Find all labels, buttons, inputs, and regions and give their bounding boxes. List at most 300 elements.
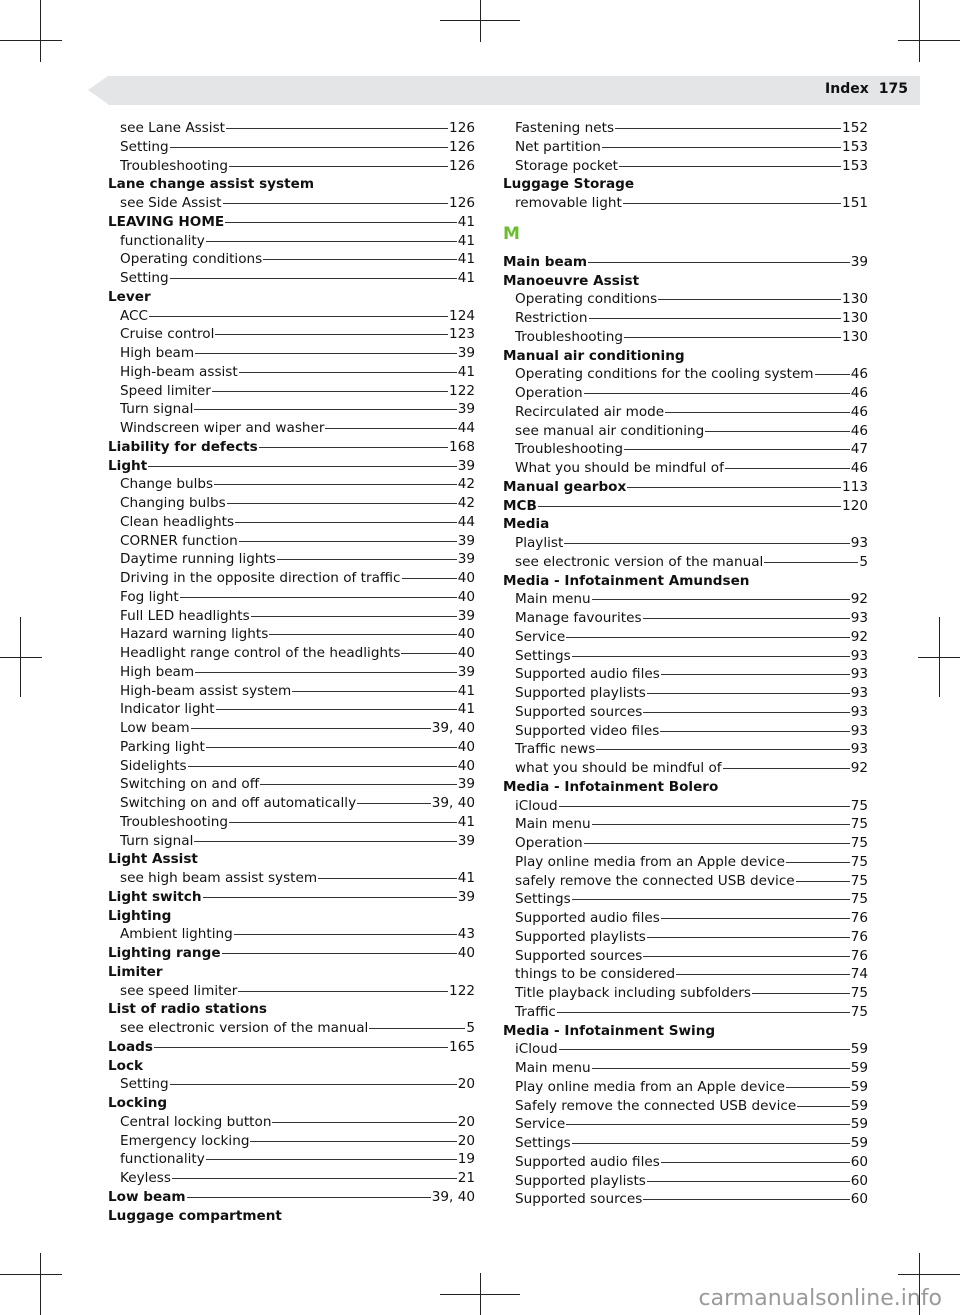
leader-line <box>723 768 850 769</box>
entry-page-ref[interactable]: 92 <box>850 591 868 608</box>
entry-label: iCloud <box>515 797 558 814</box>
index-subentry <box>108 1169 475 1188</box>
index-subentry <box>503 328 868 347</box>
entry-label: Supported playlists <box>515 928 646 945</box>
entry-page-ref[interactable]: 39 <box>457 607 475 624</box>
entry-label: see electronic version of the manual <box>120 1020 369 1036</box>
index-subentry <box>108 775 475 794</box>
entry-page-ref[interactable]: 165 <box>449 1038 475 1055</box>
leader-line <box>170 1084 457 1085</box>
leader-line <box>206 241 457 242</box>
index-entry <box>108 1207 475 1226</box>
crop-mark <box>898 1274 960 1275</box>
entry-label: removable light <box>515 195 622 211</box>
index-subentry <box>503 1003 868 1022</box>
index-entry <box>108 1038 475 1057</box>
index-entry <box>108 1188 475 1207</box>
leader-line <box>234 934 457 935</box>
entry-page-ref[interactable]: 76 <box>850 910 868 926</box>
index-subentry <box>108 607 475 626</box>
entry-page-ref[interactable]: 42 <box>457 495 475 511</box>
entry-page-ref[interactable]: 41 <box>457 363 475 380</box>
crop-mark <box>0 1274 62 1275</box>
leader-line <box>223 203 449 204</box>
entry-label: Daytime running lights <box>120 551 276 568</box>
leader-line <box>187 1197 431 1198</box>
entry-label: Manual air conditioning <box>503 347 685 364</box>
entry-page-ref[interactable]: 41 <box>457 682 475 699</box>
leader-line <box>325 428 456 429</box>
header-band-tip <box>88 76 108 104</box>
leader-line <box>752 993 850 994</box>
leader-line <box>596 749 849 750</box>
entry-page-ref[interactable]: 75 <box>850 835 868 851</box>
entry-label: MCB <box>503 497 537 514</box>
entry-page-ref[interactable]: 130 <box>842 310 868 326</box>
entry-page-ref[interactable]: 40 <box>457 645 475 661</box>
entry-label: Loads <box>108 1038 153 1055</box>
entry-page-ref[interactable]: 92 <box>850 628 868 645</box>
entry-label: Light switch <box>108 888 202 905</box>
entry-label: Operating conditions for the cooling system <box>515 366 814 383</box>
crop-mark <box>40 1253 41 1315</box>
entry-page-ref[interactable]: 76 <box>850 928 868 945</box>
entry-label: safely remove the connected USB device <box>515 872 795 889</box>
index-subentry <box>108 738 475 757</box>
entry-label: see electronic version of the manual <box>515 553 764 570</box>
entry-page-ref[interactable]: 20 <box>457 1132 475 1149</box>
leader-line <box>239 541 457 542</box>
leader-line <box>188 766 457 767</box>
entry-page-ref[interactable]: 40 <box>457 626 475 643</box>
index-subentry <box>108 119 475 138</box>
leader-line <box>195 353 457 354</box>
entry-page-ref[interactable]: 46 <box>850 385 868 401</box>
entry-page-ref[interactable]: 126 <box>449 120 475 136</box>
entry-page-ref[interactable]: 41 <box>457 232 475 249</box>
entry-page-ref[interactable]: 21 <box>457 1170 475 1186</box>
entry-page-ref[interactable]: 93 <box>850 666 868 683</box>
entry-page-ref[interactable]: 93 <box>850 722 868 739</box>
entry-label: Service <box>515 628 566 645</box>
entry-label: Driving in the opposite direction of traffic <box>120 570 401 586</box>
entry-page-ref[interactable]: 60 <box>850 1153 868 1170</box>
index-subentry <box>503 1059 868 1078</box>
leader-line <box>148 466 456 467</box>
entry-page-ref[interactable]: 46 <box>850 403 868 420</box>
index-subentry <box>503 1134 868 1153</box>
leader-line <box>584 843 850 844</box>
entry-page-ref[interactable]: 130 <box>842 328 868 345</box>
entry-label: Settings <box>515 891 571 908</box>
leader-line <box>229 166 448 167</box>
entry-label: Operation <box>515 385 583 401</box>
entry-page-ref[interactable]: 59 <box>850 1078 868 1095</box>
page-number: 175 <box>878 81 908 97</box>
index-subentry <box>108 494 475 513</box>
entry-page-ref[interactable]: 74 <box>850 966 868 983</box>
leader-line <box>215 334 448 335</box>
index-entry <box>108 850 475 869</box>
entry-page-ref[interactable]: 19 <box>457 1151 475 1168</box>
index-entry <box>108 175 475 194</box>
entry-page-ref[interactable]: 40 <box>457 738 475 755</box>
index-subentry <box>503 309 868 328</box>
crop-mark <box>919 0 920 62</box>
entry-label: Service <box>515 1116 566 1133</box>
entry-label: Media - Infotainment Swing <box>503 1022 716 1039</box>
index-subentry <box>503 138 868 157</box>
entry-page-ref[interactable]: 75 <box>850 1003 868 1020</box>
entry-page-ref[interactable]: 152 <box>842 120 868 136</box>
entry-label: Change bulbs <box>120 476 214 493</box>
index-subentry <box>503 1097 868 1116</box>
entry-page-ref[interactable]: 41 <box>457 270 475 286</box>
leader-line <box>222 953 457 954</box>
entry-page-ref[interactable]: 39 <box>457 776 475 793</box>
entry-label: Troubleshooting <box>120 157 228 174</box>
index-subentry <box>503 665 868 684</box>
crop-mark <box>898 40 960 41</box>
entry-page-ref[interactable]: 75 <box>850 797 868 814</box>
index-entry <box>503 253 868 272</box>
entry-label: What you should be mindful of <box>515 460 724 476</box>
entry-label: Setting <box>120 270 169 286</box>
entry-page-ref[interactable]: 153 <box>842 138 868 155</box>
entry-label: Supported video files <box>515 722 660 739</box>
index-subentry <box>503 815 868 834</box>
leader-line <box>643 1199 849 1200</box>
crop-mark <box>480 0 481 42</box>
entry-label: Supported sources <box>515 947 643 964</box>
leader-line <box>357 803 431 804</box>
leader-line <box>272 1122 456 1123</box>
entry-page-ref[interactable]: 41 <box>457 701 475 718</box>
leader-line <box>725 468 850 469</box>
entry-label: Traffic <box>515 1003 556 1020</box>
index-subentry <box>503 1153 868 1172</box>
entry-page-ref[interactable]: 153 <box>842 157 868 174</box>
leader-line <box>149 316 448 317</box>
entry-page-ref[interactable]: 40 <box>457 945 475 961</box>
index-entry <box>108 438 475 457</box>
index-entry <box>503 478 868 497</box>
leader-line <box>566 637 849 638</box>
leader-line <box>815 374 850 375</box>
leader-line <box>647 693 850 694</box>
entry-page-ref[interactable]: 46 <box>850 460 868 476</box>
leader-line <box>796 881 850 882</box>
entry-label: Troubleshooting <box>515 328 623 345</box>
entry-page-ref[interactable]: 59 <box>850 1097 868 1114</box>
entry-page-ref[interactable]: 75 <box>850 816 868 833</box>
entry-page-ref[interactable]: 43 <box>457 926 475 943</box>
entry-label: CORNER function <box>120 532 238 549</box>
entry-page-ref[interactable]: 39, 40 <box>431 795 475 811</box>
crop-mark <box>40 0 41 62</box>
entry-page-ref[interactable]: 76 <box>850 947 868 964</box>
index-subentry <box>503 194 868 213</box>
entry-page-ref[interactable]: 20 <box>457 1113 475 1130</box>
entry-page-ref[interactable]: 93 <box>850 610 868 626</box>
index-subentry <box>503 1190 868 1209</box>
entry-page-ref[interactable]: 93 <box>850 685 868 701</box>
index-subentry <box>108 419 475 438</box>
leader-line <box>212 391 448 392</box>
leader-line <box>643 712 849 713</box>
entry-page-ref[interactable]: 113 <box>842 478 868 495</box>
index-subentry <box>108 532 475 551</box>
entry-page-ref[interactable]: 42 <box>457 476 475 493</box>
entry-page-ref[interactable]: 39 <box>457 401 475 418</box>
entry-page-ref[interactable]: 39 <box>457 888 475 905</box>
entry-page-ref[interactable]: 126 <box>449 195 475 211</box>
entry-label: Supported audio files <box>515 1153 660 1170</box>
index-letter-heading: M <box>503 223 520 244</box>
entry-label: Play online media from an Apple device <box>515 1078 786 1095</box>
entry-label: Media - Infotainment Bolero <box>503 778 719 795</box>
index-subentry <box>108 588 475 607</box>
entry-label: Luggage compartment <box>108 1207 282 1224</box>
entry-label: Ambient lighting <box>120 926 233 943</box>
entry-label: Main menu <box>515 1060 591 1076</box>
entry-page-ref[interactable]: 75 <box>850 985 868 1001</box>
entry-label: Speed limiter <box>120 382 211 399</box>
leader-line <box>786 862 850 863</box>
entry-page-ref[interactable]: 151 <box>842 195 868 211</box>
entry-label: Settings <box>515 1135 571 1151</box>
entry-page-ref[interactable]: 122 <box>449 982 475 999</box>
entry-page-ref[interactable]: 39 <box>457 532 475 549</box>
entry-page-ref[interactable]: 59 <box>850 1060 868 1076</box>
entry-label: Light <box>108 457 148 474</box>
leader-line <box>676 974 849 975</box>
index-entry <box>503 778 868 797</box>
entry-page-ref[interactable]: 75 <box>850 891 868 908</box>
leader-line <box>627 487 841 488</box>
entry-page-ref[interactable]: 93 <box>850 647 868 664</box>
entry-page-ref[interactable]: 124 <box>449 307 475 324</box>
leader-line <box>592 824 850 825</box>
index-subentry <box>108 982 475 1001</box>
leader-line <box>191 728 431 729</box>
entry-label: Troubleshooting <box>120 813 228 830</box>
entry-page-ref[interactable]: 59 <box>850 1041 868 1058</box>
entry-page-ref[interactable]: 41 <box>457 870 475 886</box>
entry-page-ref[interactable]: 126 <box>449 138 475 155</box>
entry-label: High beam <box>120 345 195 361</box>
entry-label: see high beam assist system <box>120 870 318 886</box>
index-entry <box>108 1094 475 1113</box>
section-title: Index <box>825 81 869 97</box>
index-subentry <box>108 513 475 532</box>
index-subentry <box>108 325 475 344</box>
entry-label: Main menu <box>515 591 591 608</box>
leader-line <box>180 597 457 598</box>
index-subentry <box>503 853 868 872</box>
leader-line <box>206 1159 457 1160</box>
entry-page-ref[interactable]: 59 <box>850 1116 868 1133</box>
entry-page-ref[interactable]: 41 <box>457 813 475 830</box>
leader-line <box>559 806 850 807</box>
entry-label: Operating conditions <box>515 291 658 308</box>
leader-line <box>538 506 841 507</box>
entry-label: Troubleshooting <box>515 441 623 458</box>
entry-label: Operation <box>515 835 583 851</box>
entry-page-ref[interactable]: 39, 40 <box>431 720 475 736</box>
index-subentry <box>108 307 475 326</box>
entry-page-ref[interactable]: 60 <box>850 1191 868 1208</box>
index-entry <box>108 1000 475 1019</box>
index-column-left <box>108 119 475 1225</box>
entry-label: Limiter <box>108 963 163 980</box>
entry-page-ref[interactable]: 46 <box>850 366 868 383</box>
entry-page-ref[interactable]: 168 <box>449 438 475 455</box>
leader-line <box>661 918 850 919</box>
index-subentry <box>503 119 868 138</box>
page-header <box>825 81 908 97</box>
leader-line <box>292 691 457 692</box>
index-subentry <box>503 459 868 478</box>
entry-page-ref[interactable]: 60 <box>850 1172 868 1189</box>
entry-label: see speed limiter <box>120 982 238 999</box>
crop-mark <box>0 657 42 658</box>
entry-label: Operating conditions <box>120 251 263 268</box>
leader-line <box>764 562 858 563</box>
index-subentry <box>503 759 868 778</box>
index-subentry <box>108 719 475 738</box>
leader-line <box>623 203 841 204</box>
entry-page-ref[interactable]: 39 <box>850 253 868 270</box>
leader-line <box>665 412 850 413</box>
index-entry <box>503 272 868 291</box>
entry-label: Lock <box>108 1057 144 1074</box>
index-subentry <box>503 722 868 741</box>
entry-page-ref[interactable]: 44 <box>457 513 475 530</box>
entry-page-ref[interactable]: 39 <box>457 832 475 849</box>
index-subentry <box>108 1113 475 1132</box>
leader-line <box>269 634 456 635</box>
leader-line <box>225 222 457 223</box>
index-subentry <box>503 422 868 441</box>
index-entry <box>108 907 475 926</box>
entry-page-ref[interactable]: 130 <box>842 291 868 308</box>
index-entry <box>503 175 868 194</box>
entry-page-ref[interactable]: 126 <box>449 157 475 174</box>
entry-label: Central locking button <box>120 1113 272 1130</box>
index-subentry <box>108 663 475 682</box>
entry-label: Emergency locking <box>120 1132 250 1149</box>
index-subentry <box>503 684 868 703</box>
entry-page-ref[interactable]: 39 <box>457 663 475 680</box>
entry-page-ref[interactable]: 75 <box>850 853 868 870</box>
entry-page-ref[interactable]: 20 <box>457 1076 475 1093</box>
index-subentry <box>503 290 868 309</box>
index-column-right <box>503 119 868 1209</box>
leader-line <box>797 1106 849 1107</box>
leader-line <box>194 841 456 842</box>
entry-label: Restriction <box>515 310 588 326</box>
index-subentry <box>108 382 475 401</box>
entry-label: Main menu <box>515 816 591 833</box>
index-subentry <box>108 157 475 176</box>
entry-page-ref[interactable]: 40 <box>457 588 475 605</box>
entry-page-ref[interactable]: 40 <box>457 757 475 774</box>
entry-page-ref[interactable]: 59 <box>850 1135 868 1151</box>
entry-label: iCloud <box>515 1041 558 1058</box>
index-subentry <box>108 400 475 419</box>
leader-line <box>660 731 849 732</box>
entry-page-ref[interactable]: 46 <box>850 422 868 439</box>
leader-line <box>557 1012 850 1013</box>
index-entry <box>503 515 868 534</box>
entry-label: Safely remove the connected USB device <box>515 1097 797 1114</box>
index-subentry <box>503 947 868 966</box>
entry-label: Media - Infotainment Amundsen <box>503 572 750 589</box>
index-subentry <box>503 1115 868 1134</box>
entry-page-ref[interactable]: 93 <box>850 535 868 551</box>
entry-label: Light Assist <box>108 851 198 868</box>
entry-label: Traffic news <box>515 741 596 758</box>
leader-line <box>263 259 456 260</box>
index-entry <box>108 213 475 232</box>
index-entry <box>108 1057 475 1076</box>
entry-label: Lever <box>108 288 151 305</box>
index-subentry <box>108 700 475 719</box>
entry-page-ref[interactable]: 41 <box>457 251 475 268</box>
entry-page-ref[interactable]: 120 <box>842 497 868 514</box>
entry-label: Switching on and off <box>120 776 260 793</box>
entry-page-ref[interactable]: 39, 40 <box>431 1188 475 1205</box>
index-entry <box>503 497 868 516</box>
index-subentry <box>108 682 475 701</box>
entry-page-ref[interactable]: 123 <box>449 326 475 343</box>
entry-page-ref[interactable]: 92 <box>850 760 868 776</box>
leader-line <box>369 1028 465 1029</box>
crop-mark <box>918 657 960 658</box>
index-subentry <box>503 965 868 984</box>
entry-page-ref[interactable]: 93 <box>850 741 868 758</box>
entry-page-ref[interactable]: 41 <box>457 213 475 230</box>
entry-page-ref[interactable]: 39 <box>457 551 475 568</box>
leader-line <box>589 318 842 319</box>
index-subentry <box>108 232 475 251</box>
index-subentry <box>108 1075 475 1094</box>
leader-line <box>250 1141 456 1142</box>
entry-page-ref[interactable]: 93 <box>850 703 868 720</box>
entry-label: List of radio stations <box>108 1001 267 1018</box>
entry-label: Cruise control <box>120 326 215 343</box>
entry-page-ref[interactable]: 75 <box>850 872 868 889</box>
entry-page-ref[interactable]: 39 <box>457 457 475 474</box>
entry-page-ref[interactable]: 39 <box>457 345 475 361</box>
leader-line <box>661 674 850 675</box>
entry-page-ref[interactable]: 5 <box>859 553 868 570</box>
entry-page-ref[interactable]: 40 <box>457 570 475 586</box>
entry-page-ref[interactable]: 44 <box>457 420 475 436</box>
leader-line <box>226 128 448 129</box>
leader-line <box>647 937 850 938</box>
entry-label: Setting <box>120 138 169 155</box>
index-subentry <box>503 534 868 553</box>
entry-page-ref[interactable]: 47 <box>850 441 868 458</box>
index-entry <box>503 347 868 366</box>
entry-page-ref[interactable]: 122 <box>449 382 475 399</box>
leader-line <box>592 1068 850 1069</box>
leader-line <box>251 616 457 617</box>
entry-label: Locking <box>108 1095 168 1111</box>
entry-page-ref[interactable]: 5 <box>466 1020 475 1036</box>
